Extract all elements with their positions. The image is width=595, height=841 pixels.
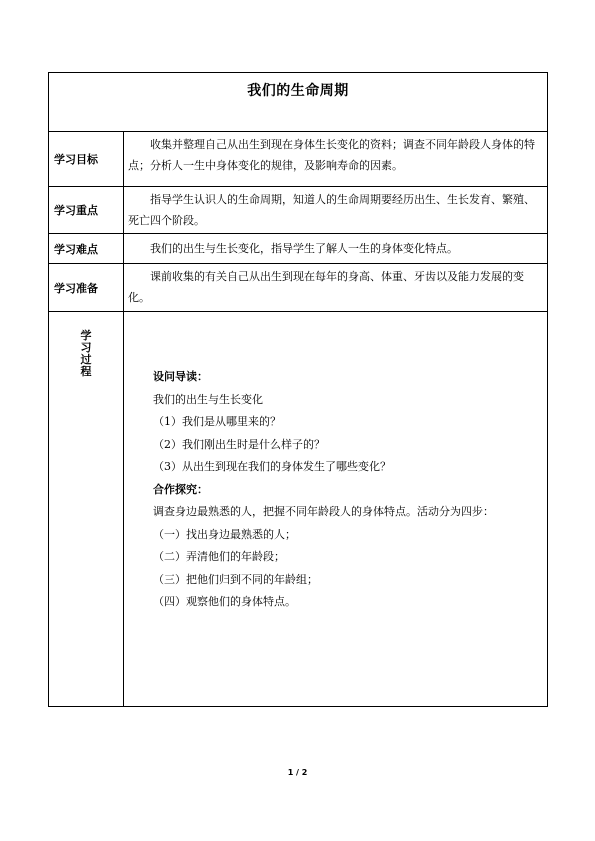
process-row [49, 312, 548, 707]
key-point-row [49, 187, 548, 234]
process-label-char: 程 [80, 365, 92, 378]
explore-heading: 合作探究： [153, 482, 208, 496]
process-label-char: 习 [80, 341, 92, 354]
process-label-char: 学 [80, 329, 92, 342]
process-content [124, 312, 548, 707]
guide-line: （2）我们刚出生时是什么样子的？ [153, 437, 325, 451]
explore-line: （四）观察他们的身体特点。 [153, 595, 296, 608]
guide-line: （1）我们是从哪里来的？ [153, 415, 281, 428]
lesson-plan-table [48, 72, 548, 707]
difficulty-row [49, 234, 548, 264]
page-number: 1 / 2 [287, 768, 308, 777]
process-label [49, 312, 124, 707]
row-label-objective: 学习目标 [49, 132, 124, 187]
explore-line: 调查身边最熟悉的人，把握不同年龄段人的身体特点。活动分为四步： [153, 505, 494, 518]
row-content-key-point: 指导学生认识人的生命周期，知道人的生命周期要经历出生、生长发育、繁殖、死亡四个阶段。 [124, 187, 548, 234]
title-cell [49, 73, 548, 132]
row-content-difficulty: 我们的出生与生长变化，指导学生了解人一生的身体变化特点。 [124, 234, 548, 264]
row-label-difficulty: 学习难点 [49, 234, 124, 264]
document-title: 我们的生命周期 [247, 83, 349, 99]
row-content-preparation: 课前收集的有关自己从出生到现在每年的身高、体重、牙齿以及能力发展的变化。 [124, 264, 548, 312]
preparation-row [49, 264, 548, 312]
objective-row [49, 132, 548, 187]
explore-line: （二）弄清他们的年龄段； [153, 550, 285, 563]
guide-heading: 设问导读： [153, 370, 208, 383]
row-content-objective: 收集并整理自己从出生到现在身体生长变化的资料；调查不同年龄段人身体的特点；分析人一生中身体变化的规律，及影响寿命的因素。 [124, 132, 548, 187]
explore-line: （一）找出身边最熟悉的人； [153, 527, 296, 541]
row-label-preparation: 学习准备 [49, 264, 124, 312]
row-label-key-point: 学习重点 [49, 187, 124, 234]
title-row [49, 73, 548, 132]
process-label-char: 过 [80, 353, 92, 366]
guide-line: （3）从出生到现在我们的身体发生了哪些变化？ [153, 460, 391, 473]
explore-line: （三）把他们归到不同的年龄组； [153, 572, 318, 586]
guide-line: 我们的出生与生长变化 [153, 392, 263, 406]
